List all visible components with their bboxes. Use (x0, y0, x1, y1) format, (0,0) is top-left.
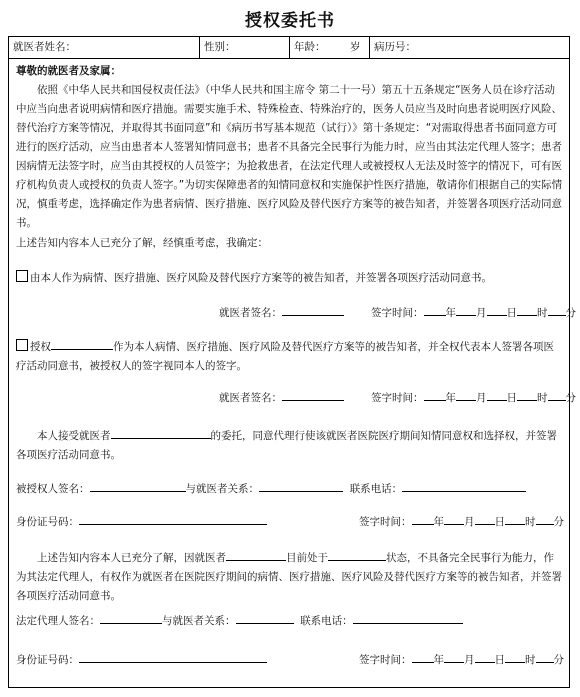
sign-time-row-2 (371, 387, 576, 407)
guardian-sign-row (16, 610, 562, 628)
proxy-name-field[interactable] (51, 336, 113, 350)
guardian-phone-label: 联系电话： (300, 615, 353, 627)
day-field[interactable] (487, 302, 507, 316)
option-proxy-text: 作为本人病情、医疗措施、医疗风险及替代医疗方案等的被告知者，并全权代表本人签署各项医疗活动同意书，被授权人的签字视同本人的签字。 (16, 341, 554, 372)
guardian-paragraph (16, 547, 564, 606)
month-field-3[interactable] (444, 511, 464, 525)
agent-relation-label: 与就医者关系： (185, 483, 259, 495)
option-proxy-checkbox[interactable] (16, 339, 28, 351)
guardian-phone-field[interactable] (353, 610, 463, 624)
guardian-patient-field[interactable] (226, 547, 286, 561)
agent-relation-field[interactable] (259, 478, 343, 492)
patient-sign-label: 就医者签名： (219, 307, 282, 319)
option-proxy (16, 336, 564, 376)
guardian-text-3: 状态，不具备完全民事行为能力，作为其法定代理人，有权作为就医者在医院医疗期间的病情、医疗措施、医疗风险及替代医疗方案等的被告知者，并签署各项医疗活动同意书。 (16, 552, 562, 602)
guardian-relation-label: 与就医者关系： (162, 615, 236, 627)
agent-phone-field[interactable] (402, 478, 526, 492)
day-field-3[interactable] (475, 511, 495, 525)
hour-unit-4: 时 (525, 654, 536, 666)
gender-label: 性别： (204, 41, 236, 53)
acceptance-patient-field[interactable] (111, 425, 211, 439)
option-self (16, 269, 562, 287)
month-unit: 月 (476, 307, 487, 319)
patient-sign-field-2[interactable] (282, 387, 344, 401)
year-unit: 年 (445, 307, 456, 319)
sign-time-label-2: 签字时间： (371, 392, 424, 404)
age-cell[interactable] (289, 37, 369, 58)
guardian-sign-field[interactable] (100, 610, 162, 624)
hour-unit: 时 (537, 307, 548, 319)
hour-unit-3: 时 (525, 516, 536, 528)
patient-info-bar (9, 37, 569, 59)
guardian-text-1: 上述告知内容本人已充分了解，因就医者 (37, 552, 226, 564)
sign-time-row-3 (359, 511, 564, 531)
greeting: 尊敬的就医者及家属： (16, 65, 121, 77)
agent-id-label: 身份证号码： (16, 516, 79, 528)
guardian-id-label: 身份证号码： (16, 654, 79, 666)
patient-sign-row-2 (219, 387, 344, 407)
guardian-state-field[interactable] (328, 547, 386, 561)
month-unit-4: 月 (464, 654, 475, 666)
hour-field-3[interactable] (505, 511, 525, 525)
patient-sign-row-1 (219, 302, 344, 322)
agent-sign-label: 被授权人签名： (16, 483, 90, 495)
sign-time-label-3: 签字时间： (359, 516, 412, 528)
hour-field[interactable] (517, 302, 537, 316)
minute-unit-3: 分 (553, 516, 564, 528)
month-unit-3: 月 (464, 516, 475, 528)
age-label: 年龄： (294, 41, 326, 53)
sign-time-label: 签字时间： (371, 307, 424, 319)
patient-name-label: 就医者姓名： (13, 41, 76, 53)
year-field[interactable] (424, 302, 446, 316)
gender-cell[interactable] (199, 37, 289, 58)
guardian-text-2: 目前处于 (286, 552, 328, 564)
minute-unit: 分 (565, 307, 576, 319)
patient-sign-field[interactable] (282, 302, 344, 316)
year-field-4[interactable] (412, 649, 434, 663)
agent-id-field[interactable] (79, 511, 267, 525)
year-unit-4: 年 (433, 654, 444, 666)
option-self-checkbox[interactable] (16, 270, 28, 282)
minute-field-4[interactable] (536, 649, 554, 663)
confirm-statement: 上述告知内容本人已充分了解，经慎重考虑，我确定： (16, 237, 268, 249)
age-unit: 岁 (350, 41, 361, 53)
minute-field-2[interactable] (548, 387, 566, 401)
year-unit-2: 年 (445, 392, 456, 404)
month-field-4[interactable] (444, 649, 464, 663)
record-no-cell[interactable] (369, 37, 571, 58)
day-unit-3: 日 (494, 516, 505, 528)
option-proxy-prefix: 授权 (30, 341, 51, 353)
guardian-sign-label: 法定代理人签名： (16, 615, 100, 627)
minute-field[interactable] (548, 302, 566, 316)
legal-basis-paragraph: 依照《中华人民共和国侵权责任法》（中华人民共和国主席令 第二十一号）第五十五条规定“医务人员在诊疗活动中应当向患者说明病情和医疗措施。需要实施手术、特殊检查、特殊治疗的，医务人员应当及时向患者说明医疗风险、替代治疗方案等情况，并取得其书面同意”和《病历书写基本规范（试行）》第十条规定：“对需取得患者书面同意方可进行的医疗活动，应当由患者本人签署知情同意书；患者不具备完全民事行为能力时，应当由其法定代理人签字；患者因病情无法签字时，应当由其授权的人员签字；为抢救患者，在法定代理人或被授权人无法及时签字的情况下，可有医疗机构负责人或授权的负责人签字。”为切实保障患者的知情同意权和实施保护性医疗措施，敬请你们根据自己的实际情况，慎重考虑，选择确定作为患者病情、医疗措施、医疗风险及替代医疗方案等的被告知者，并签署各项医疗活动同意书。 (16, 84, 563, 229)
agent-phone-label: 联系电话： (349, 483, 403, 495)
day-field-2[interactable] (487, 387, 507, 401)
year-unit-3: 年 (433, 516, 444, 528)
patient-name-cell[interactable] (9, 37, 199, 58)
minute-unit-2: 分 (565, 392, 576, 404)
document-title: 授权委托书 (245, 11, 335, 31)
sign-time-row-4 (359, 649, 564, 669)
year-field-2[interactable] (424, 387, 446, 401)
acceptance-paragraph (16, 425, 564, 465)
agent-sign-field[interactable] (90, 478, 186, 492)
agent-sign-row (16, 478, 562, 496)
month-field-2[interactable] (456, 387, 476, 401)
hour-unit-2: 时 (537, 392, 548, 404)
month-field[interactable] (456, 302, 476, 316)
minute-field-3[interactable] (536, 511, 554, 525)
sign-time-label-4: 签字时间： (359, 654, 412, 666)
day-unit: 日 (506, 307, 517, 319)
day-field-4[interactable] (475, 649, 495, 663)
month-unit-2: 月 (476, 392, 487, 404)
minute-unit-4: 分 (553, 654, 564, 666)
hour-field-2[interactable] (517, 387, 537, 401)
acceptance-prefix: 本人接受就医者 (37, 430, 111, 442)
patient-sign-label-2: 就医者签名： (219, 392, 282, 404)
day-unit-2: 日 (506, 392, 517, 404)
sign-time-row-1 (371, 302, 576, 322)
guardian-id-field[interactable] (79, 649, 267, 663)
record-no-label: 病历号： (374, 41, 416, 53)
year-field-3[interactable] (412, 511, 434, 525)
day-unit-4: 日 (494, 654, 505, 666)
guardian-relation-field[interactable] (236, 610, 294, 624)
hour-field-4[interactable] (505, 649, 525, 663)
consent-form (8, 36, 576, 688)
acceptance-text: 的委托，同意代理行使该就医者医院医疗期间知情同意权和选择权，并签署各项医疗活动同意书。 (16, 430, 557, 461)
option-self-text: 由本人作为病情、医疗措施、医疗风险及替代医疗方案等的被告知者，并签署各项医疗活动同意书。 (30, 272, 492, 284)
